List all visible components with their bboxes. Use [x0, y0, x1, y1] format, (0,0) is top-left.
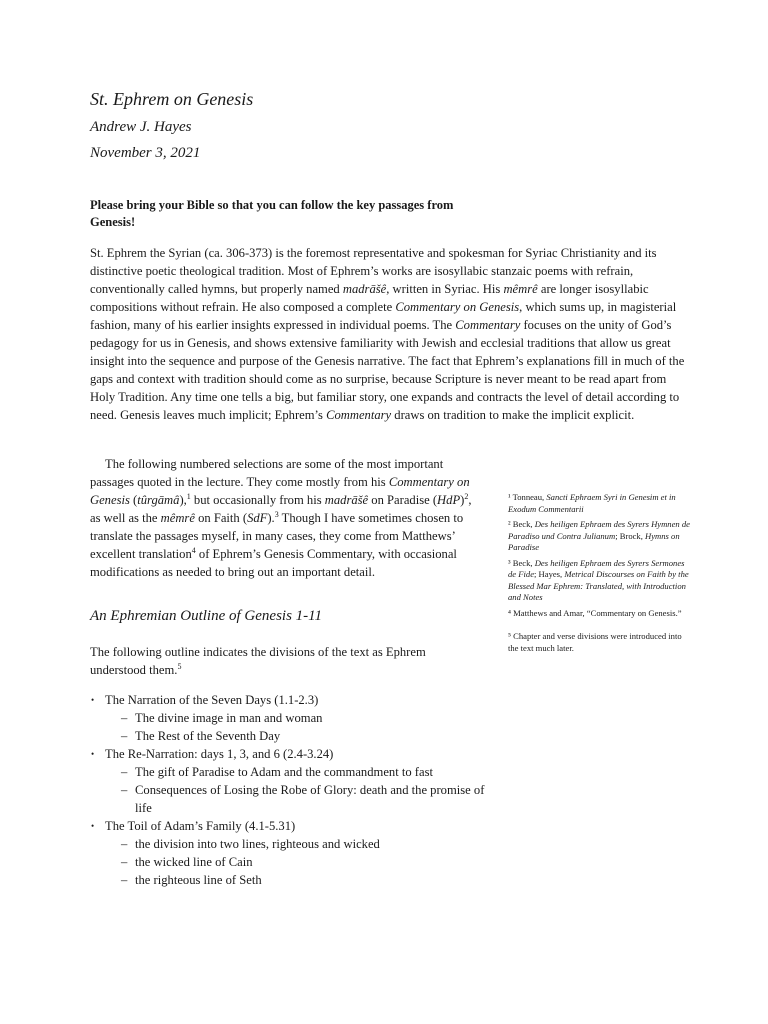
- sidenote-2: ² Beck, Des heiligen Ephraem des Syrers Hymnen de Paradiso und Contra Julianum; Brock, Hymns on Paradise: [508, 519, 690, 552]
- sidenote-3: ³ Beck, Des heiligen Ephraem des Syrers Sermones de Fide; Hayes, Metrical Discourses on Faith by the Blessed Mar Ephrem: Translated, with Introduction and Notes: [508, 557, 689, 602]
- outline-subitem: – the wicked line of Cain: [105, 853, 490, 871]
- sidenotes: [508, 492, 692, 658]
- genesis-outline: [90, 691, 490, 889]
- outline-subitem: – The divine image in man and woman: [105, 709, 490, 727]
- footnote-ref-1[interactable]: 1: [186, 491, 191, 501]
- intro-paragraph: St. Ephrem the Syrian (ca. 306-373) is the foremost representative and spokesman for Syriac Christianity and its distinctive poetic theological tradition. Most of Ephrem’s works are isosyllabic stanzaic poems with refrain, conventionally called hymns, but properly named madrāšê, written in Syriac. His mêmrê are longer isosyllabic compositions without refrain. He also composed a complete Commentary on Genesis, which sums up, in magisterial fashion, many of his earlier insights expressed in individual poems. The Commentary focuses on the unity of God’s pedagogy for us in Genesis, and shows extensive familiarity with Jewish and ecclesial traditions that allow us great insight into the sequence and purpose of the Genesis narrative. The fact that Ephrem’s explanations fill in much of the gaps and context with tradition should come as no surprise, because Scripture is never meant to be read apart from Holy Tradition. Any time one tells a big, but familiar story, one expands and contracts the level of detail according to need. Genesis leaves much implicit; Ephrem’s Commentary draws on tradition to make the implicit explicit.: [90, 246, 685, 422]
- author-name: Andrew J. Hayes: [90, 119, 192, 135]
- outline-subitem: – The Rest of the Seventh Day: [105, 727, 490, 745]
- document-title: St. Ephrem on Genesis: [90, 89, 254, 109]
- lecture-date: November 3, 2021: [90, 145, 201, 161]
- section-heading: An Ephremian Outline of Genesis 1-11: [90, 608, 323, 624]
- outline-subitem: – The gift of Paradise to Adam and the commandment to fast: [105, 763, 490, 781]
- footnote-ref-3[interactable]: 3: [274, 509, 279, 519]
- outline-subitem: – the division into two lines, righteous and wicked: [105, 835, 490, 853]
- bible-notice: Please bring your Bible so that you can follow the key passages from Genesis!: [90, 198, 454, 229]
- outline-intro: The following outline indicates the divisions of the text as Ephrem understood them.$^5$: [90, 645, 426, 677]
- sidenote-4: ⁴ Matthews and Amar, “Commentary on Genesis.”: [508, 607, 682, 618]
- selections-paragraph: The following numbered selections are some of the most important passages quoted in the lecture. They come mostly from his Commentary on Genesis (tûrgāmâ),$^1$ but occasionally from his madrāšê on Paradise (HdP)$^2$, as well as the mêmrê on Faith (SdF).$^3$ Though I have sometimes chosen to translate the passages myself, in many cases, they come from Matthews’ excellent translation$^4$ of Ephrem’s Genesis Commentary, with occasional modifications as needed to bring out an important detail.: [90, 457, 472, 579]
- outline-subitem: – the righteous line of Seth: [105, 871, 490, 889]
- outline-subitem: – Consequences of Losing the Robe of Glory: death and the promise of life: [105, 781, 490, 817]
- outline-item: • The Toil of Adam’s Family (4.1-5.31) – the division into two lines, righteous and wicked – the wicked line of Cain – the righteous line of Seth: [90, 817, 490, 889]
- footnote-ref-4[interactable]: 4: [191, 545, 196, 555]
- outline-item: • The Re-Narration: days 1, 3, and 6 (2.4-3.24) – The gift of Paradise to Adam and the commandment to fast – Consequences of Losing the Robe of Glory: death and the promise of life: [90, 745, 490, 817]
- sidenote-1: ¹ Tonneau, Sancti Ephraem Syri in Genesim et in Exodum Commentarii: [508, 492, 676, 514]
- footnote-ref-2[interactable]: 2: [464, 491, 469, 501]
- footnote-ref-5[interactable]: 5: [177, 661, 182, 671]
- sidenote-5: ⁵ Chapter and verse divisions were introduced into the text much later.: [508, 631, 682, 653]
- outline-item: • The Narration of the Seven Days (1.1-2.3) – The divine image in man and woman – The Rest of the Seventh Day: [90, 691, 490, 745]
